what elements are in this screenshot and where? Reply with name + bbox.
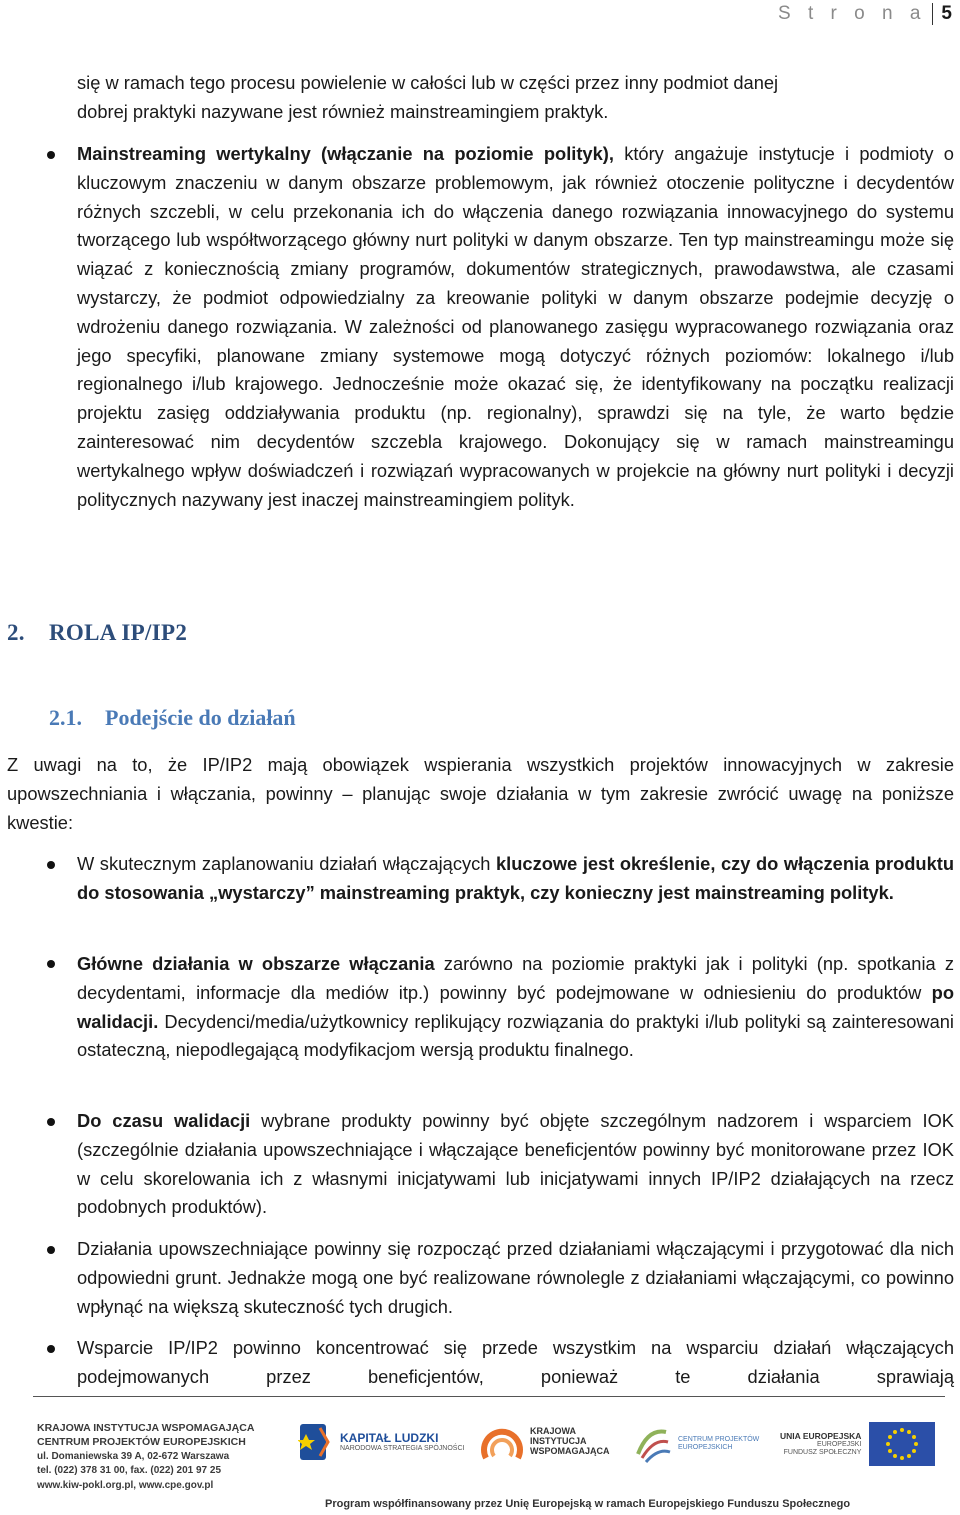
intro-text bbox=[77, 69, 954, 127]
footer-org-line1: KRAJOWA INSTYTUCJA WSPOMAGAJĄCA bbox=[37, 1422, 255, 1434]
section-heading bbox=[7, 620, 187, 646]
footer-org-line2: CENTRUM PROJEKTÓW EUROPEJSKICH bbox=[37, 1436, 246, 1449]
bullet-dot bbox=[47, 1246, 55, 1254]
kapital-ludzki-icon bbox=[298, 1420, 332, 1464]
bullet-dot bbox=[47, 1345, 55, 1353]
bullet-dot bbox=[47, 960, 55, 968]
bullet-dot bbox=[47, 1118, 55, 1126]
bullet-bold-lead: Mainstreaming wertykalny (włączanie na poziomie polityk), bbox=[77, 143, 614, 164]
intro-line-1: się w ramach tego procesu powielenie w całości lub w części przez inny podmiot danej bbox=[77, 72, 779, 93]
kiw-icon bbox=[480, 1418, 524, 1464]
footer-phone: tel. (022) 378 31 00, fax. (022) 201 97 25 bbox=[37, 1465, 222, 1477]
footer-address-block bbox=[37, 1421, 254, 1493]
subsection-number: 2.1. bbox=[49, 705, 82, 730]
footer-program-note: Program współfinansowany przez Unię Europejską w ramach Europejskiego Funduszu Społecznego bbox=[325, 1498, 851, 1510]
subsection-heading bbox=[49, 705, 296, 731]
bullet-dot bbox=[47, 861, 55, 869]
eu-flag-icon bbox=[869, 1422, 935, 1466]
eu-logo bbox=[780, 1422, 935, 1466]
list-item: Wsparcie IP/IP2 powinno koncentrować się przede wszystkim na wsparciu działań włączających podejmowanych przez beneficjentów, ponieważ te działania sprawiają bbox=[77, 1337, 954, 1387]
page-number: 5 bbox=[941, 3, 952, 24]
header-divider bbox=[932, 3, 933, 25]
page-label: S t r o n a bbox=[778, 3, 927, 24]
footer-address: ul. Domaniewska 39 A, 02-672 Warszawa bbox=[37, 1450, 230, 1462]
eu-line3: FUNDUSZ SPOŁECZNY bbox=[783, 1449, 862, 1456]
footer bbox=[0, 1400, 960, 1515]
kiw-line3: WSPOMAGAJĄCA bbox=[530, 1446, 610, 1456]
intro-line-2: dobrej praktyki nazywane jest również mainstreamingiem praktyk. bbox=[77, 100, 609, 122]
bullet-body: który angażuje instytucje i podmioty o kluczowym znaczeniu w danym obszarze problemowym, jak również otoczenie polityczne i decydentów różnych szczebli, w celu przekonania ich do włączenia danego rozwiązania innowacyjnego do systemu tworzącego lub współtworzącego główny nurt polityki w danym obszarze. Ten typ mainstreamingu może się wiązać z koniecznością zmiany programów, dokumentów strategicznych, prawodawstwa, ale czasami wystarczy, że podmiot odpowiedzialny za kreowanie polityki w danym obszarze podejmie decyzję o wdrożeniu danego rozwiązania. W zależności od planowanego zasięgu wypracowanego rozwiązania oraz jego specyfiki, planowane zmiany systemowe mogą dotyczyć różnych poziomów: lokalnego i/lub regionalnego i/lub krajowego. Jednocześnie może okazać się, że identyfikowany na początku realizacji projektu zasięg oddziaływania produktu (np. regionalny), sprawdzi się na tyle, że warto będzie zainteresować nim decydentów szczebla krajowego. Dokonujący się w ramach mainstreamingu wertykalnego wpływ doświadczeń i rozwiązań wypracowanych w projekcie na główny nurt polityki i decyzji politycznych nazywany jest inaczej mainstreamingiem polityk. bbox=[77, 143, 954, 510]
footer-web: www.kiw-pokl.org.pl, www.cpe.gov.pl bbox=[37, 1479, 214, 1491]
list-item: Działania upowszechniające powinny się rozpocząć przed działaniami włączającymi i przygotować dla nich odpowiedni grunt. Jednakże mogą one być realizowane równolegle z działaniami włączającymi, co powinno wpłynąć na większą skuteczność tych drugich. bbox=[77, 1238, 954, 1317]
kapital-ludzki-logo bbox=[298, 1420, 464, 1464]
eu-line2: EUROPEJSKI bbox=[817, 1441, 862, 1448]
kiw-line1: KRAJOWA bbox=[530, 1426, 577, 1436]
kiw-line2: INSTYTUCJA bbox=[530, 1436, 587, 1446]
list-item: Główne działania w obszarze włączania zarówno na poziomie praktyki jak i polityki (np. spotkania z decydentami, informacje dla mediów itp.) powinny być podejmowane w odniesieniu do produktów po walidacji. Decydenci/media/użytkownicy replikujący rozwiązania do praktyki i/lub polityki są zainteresowani ostateczną, niepodlegającą modyfikacjom wersją produktu finalnego. bbox=[77, 953, 954, 1061]
cpe-icon bbox=[634, 1424, 672, 1464]
cpe-logo bbox=[634, 1424, 759, 1464]
cpe-line2: EUROPEJSKICH bbox=[678, 1444, 733, 1451]
kl-subtitle: NARODOWA STRATEGIA SPÓJNOŚCI bbox=[340, 1445, 465, 1452]
body-paragraph: Z uwagi na to, że IP/IP2 mają obowiązek wspierania wszystkich projektów innowacyjnych w zakresie upowszechniania i włączania, powinny – planując swoje działania w tym zakresie zwrócić uwagę na poniższe kwestie: bbox=[7, 754, 954, 833]
kiw-logo bbox=[480, 1418, 610, 1464]
bullet-mainstreaming-wertykalny bbox=[77, 140, 954, 514]
page-header bbox=[778, 2, 952, 26]
kl-title: KAPITAŁ LUDZKI bbox=[340, 1431, 439, 1445]
section-number: 2. bbox=[7, 620, 25, 645]
list-item: Do czasu walidacji wybrane produkty powinny być objęte szczególnym nadzorem i wsparciem IOK (szczególnie działania upowszechniające i włączające beneficjentów powinny być monitorowane przez IOK w celu skorelowania ich z własnymi inicjatywami lub inicjatywami innych IP/IP2 działających na rzecz podobnych produktów). bbox=[77, 1110, 954, 1218]
subsection-title: Podejście do działań bbox=[105, 705, 296, 730]
eu-line1: UNIA EUROPEJSKA bbox=[780, 1431, 862, 1441]
bullet-dot bbox=[47, 151, 55, 159]
section-title: ROLA IP/IP2 bbox=[49, 620, 188, 645]
list-item: W skutecznym zaplanowaniu działań włączających kluczowe jest określenie, czy do włączenia produktu do stosowania „wystarczy” mainstreaming praktyk, czy konieczny jest mainstreaming polityk. bbox=[77, 853, 954, 903]
footer-divider bbox=[33, 1396, 945, 1397]
cpe-line1: CENTRUM PROJEKTÓW bbox=[678, 1436, 760, 1443]
